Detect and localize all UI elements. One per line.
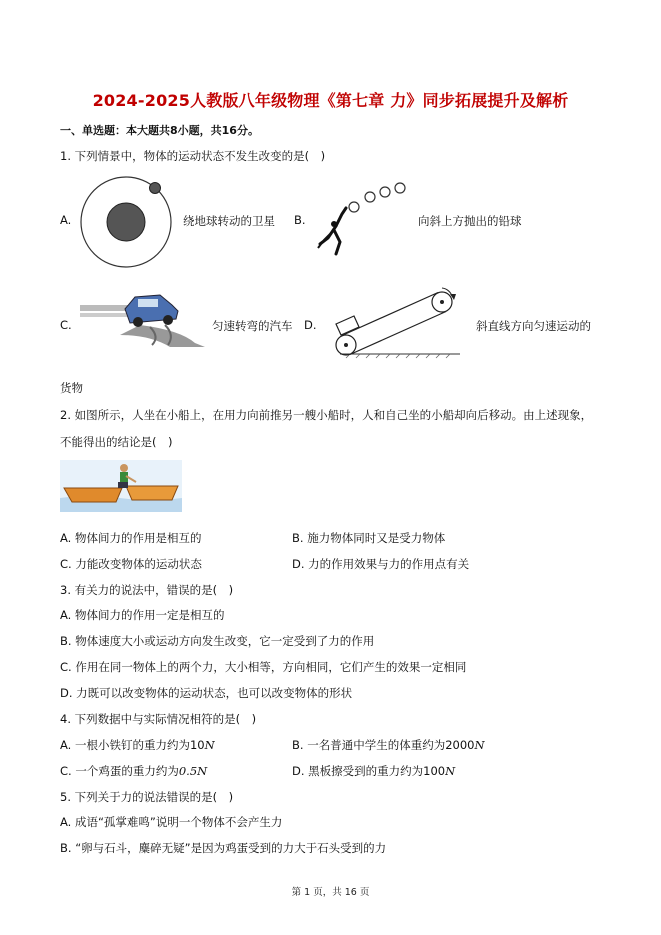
q4-option-d-unit: N [445,764,456,778]
q1-option-a-label[interactable]: A. [60,213,72,227]
q4-option-a-value: 10 [189,738,205,752]
q1-option-b-label[interactable]: B. [294,213,306,227]
q4-option-b-value: 2000 [445,738,475,752]
q2-stem-line2: 不能得出的结论是( ) [60,435,173,449]
q4-option-b-unit: N [474,738,485,752]
satellite-orbit-figure [80,175,180,270]
q4-option-c-unit: N [197,764,208,778]
q4-option-c-text: C. 一个鸡蛋的重力约为 [60,764,179,778]
section-heading: 一、单选题：本大题共8小题，共16分。 [60,124,259,137]
q2-option-c[interactable]: C. 力能改变物体的运动状态 [60,557,202,571]
q2-option-d[interactable]: D. 力的作用效果与力的作用点有关 [292,557,470,571]
q4-option-a-text: A. 一根小铁钉的重力约为 [60,738,190,752]
q2-stem-line1: 2. 如图所示，人坐在小船上，在用力向前推另一艘小船时，人和自己坐的小船却向后移动。由上述现象， [60,408,593,422]
q4-option-a[interactable] [60,737,215,753]
q5-option-a[interactable]: A. 成语“孤掌难鸣”说明一个物体不会产生力 [60,815,283,829]
q1-stem: 1. 下列情景中，物体的运动状态不发生改变的是( ) [60,149,326,163]
q3-stem: 3. 有关力的说法中，错误的是( ) [60,583,234,597]
boats-figure [60,460,182,512]
q4-option-c[interactable] [60,763,207,779]
q4-option-d-text: D. 黑板擦受到的重力约为 [292,764,424,778]
q2-option-b[interactable]: B. 施力物体同时又是受力物体 [292,531,446,545]
q4-option-d-value: 100 [423,764,446,778]
q5-stem: 5. 下列关于力的说法错误的是( ) [60,790,234,804]
conveyor-figure [330,280,465,360]
q1-option-c-caption: 匀速转弯的汽车 [212,319,293,333]
q5-option-b[interactable]: B. “卵与石斗，麋碎无疑”是因为鸡蛋受到的力大于石头受到的力 [60,841,387,855]
q1-option-d-caption-cont: 货物 [60,381,83,395]
q3-option-d[interactable]: D. 力既可以改变物体的运动状态，也可以改变物体的形状 [60,686,353,700]
q1-option-c-label[interactable]: C. [60,318,72,332]
q4-option-b[interactable] [292,737,485,753]
q3-option-a[interactable]: A. 物体间力的作用一定是相互的 [60,608,225,622]
q1-option-d-label[interactable]: D. [304,318,317,332]
q4-option-c-value: 0.5 [178,764,198,778]
q3-option-c[interactable]: C. 作用在同一物体上的两个力，大小相等，方向相同，它们产生的效果一定相同 [60,660,467,674]
shot-put-figure [310,180,410,265]
q2-option-a[interactable]: A. 物体间力的作用是相互的 [60,531,202,545]
page-footer: 第 1 页，共 16 页 [291,887,370,898]
q4-option-a-unit: N [204,738,215,752]
q4-option-b-text: B. 一名普通中学生的体重约为 [292,738,446,752]
q4-option-d[interactable] [292,763,455,779]
q1-option-b-caption: 向斜上方抛出的铅球 [418,214,522,228]
q4-stem: 4. 下列数据中与实际情况相符的是( ) [60,712,257,726]
q1-option-a-caption: 绕地球转动的卫星 [183,214,275,228]
turning-car-figure [80,285,205,350]
q1-option-d-caption: 斜直线方向匀速运动的 [476,319,591,333]
q3-option-b[interactable]: B. 物体速度大小或运动方向发生改变，它一定受到了力的作用 [60,634,375,648]
page-title: 2024-2025人教版八年级物理《第七章 力》同步拓展提升及解析 [92,91,569,110]
